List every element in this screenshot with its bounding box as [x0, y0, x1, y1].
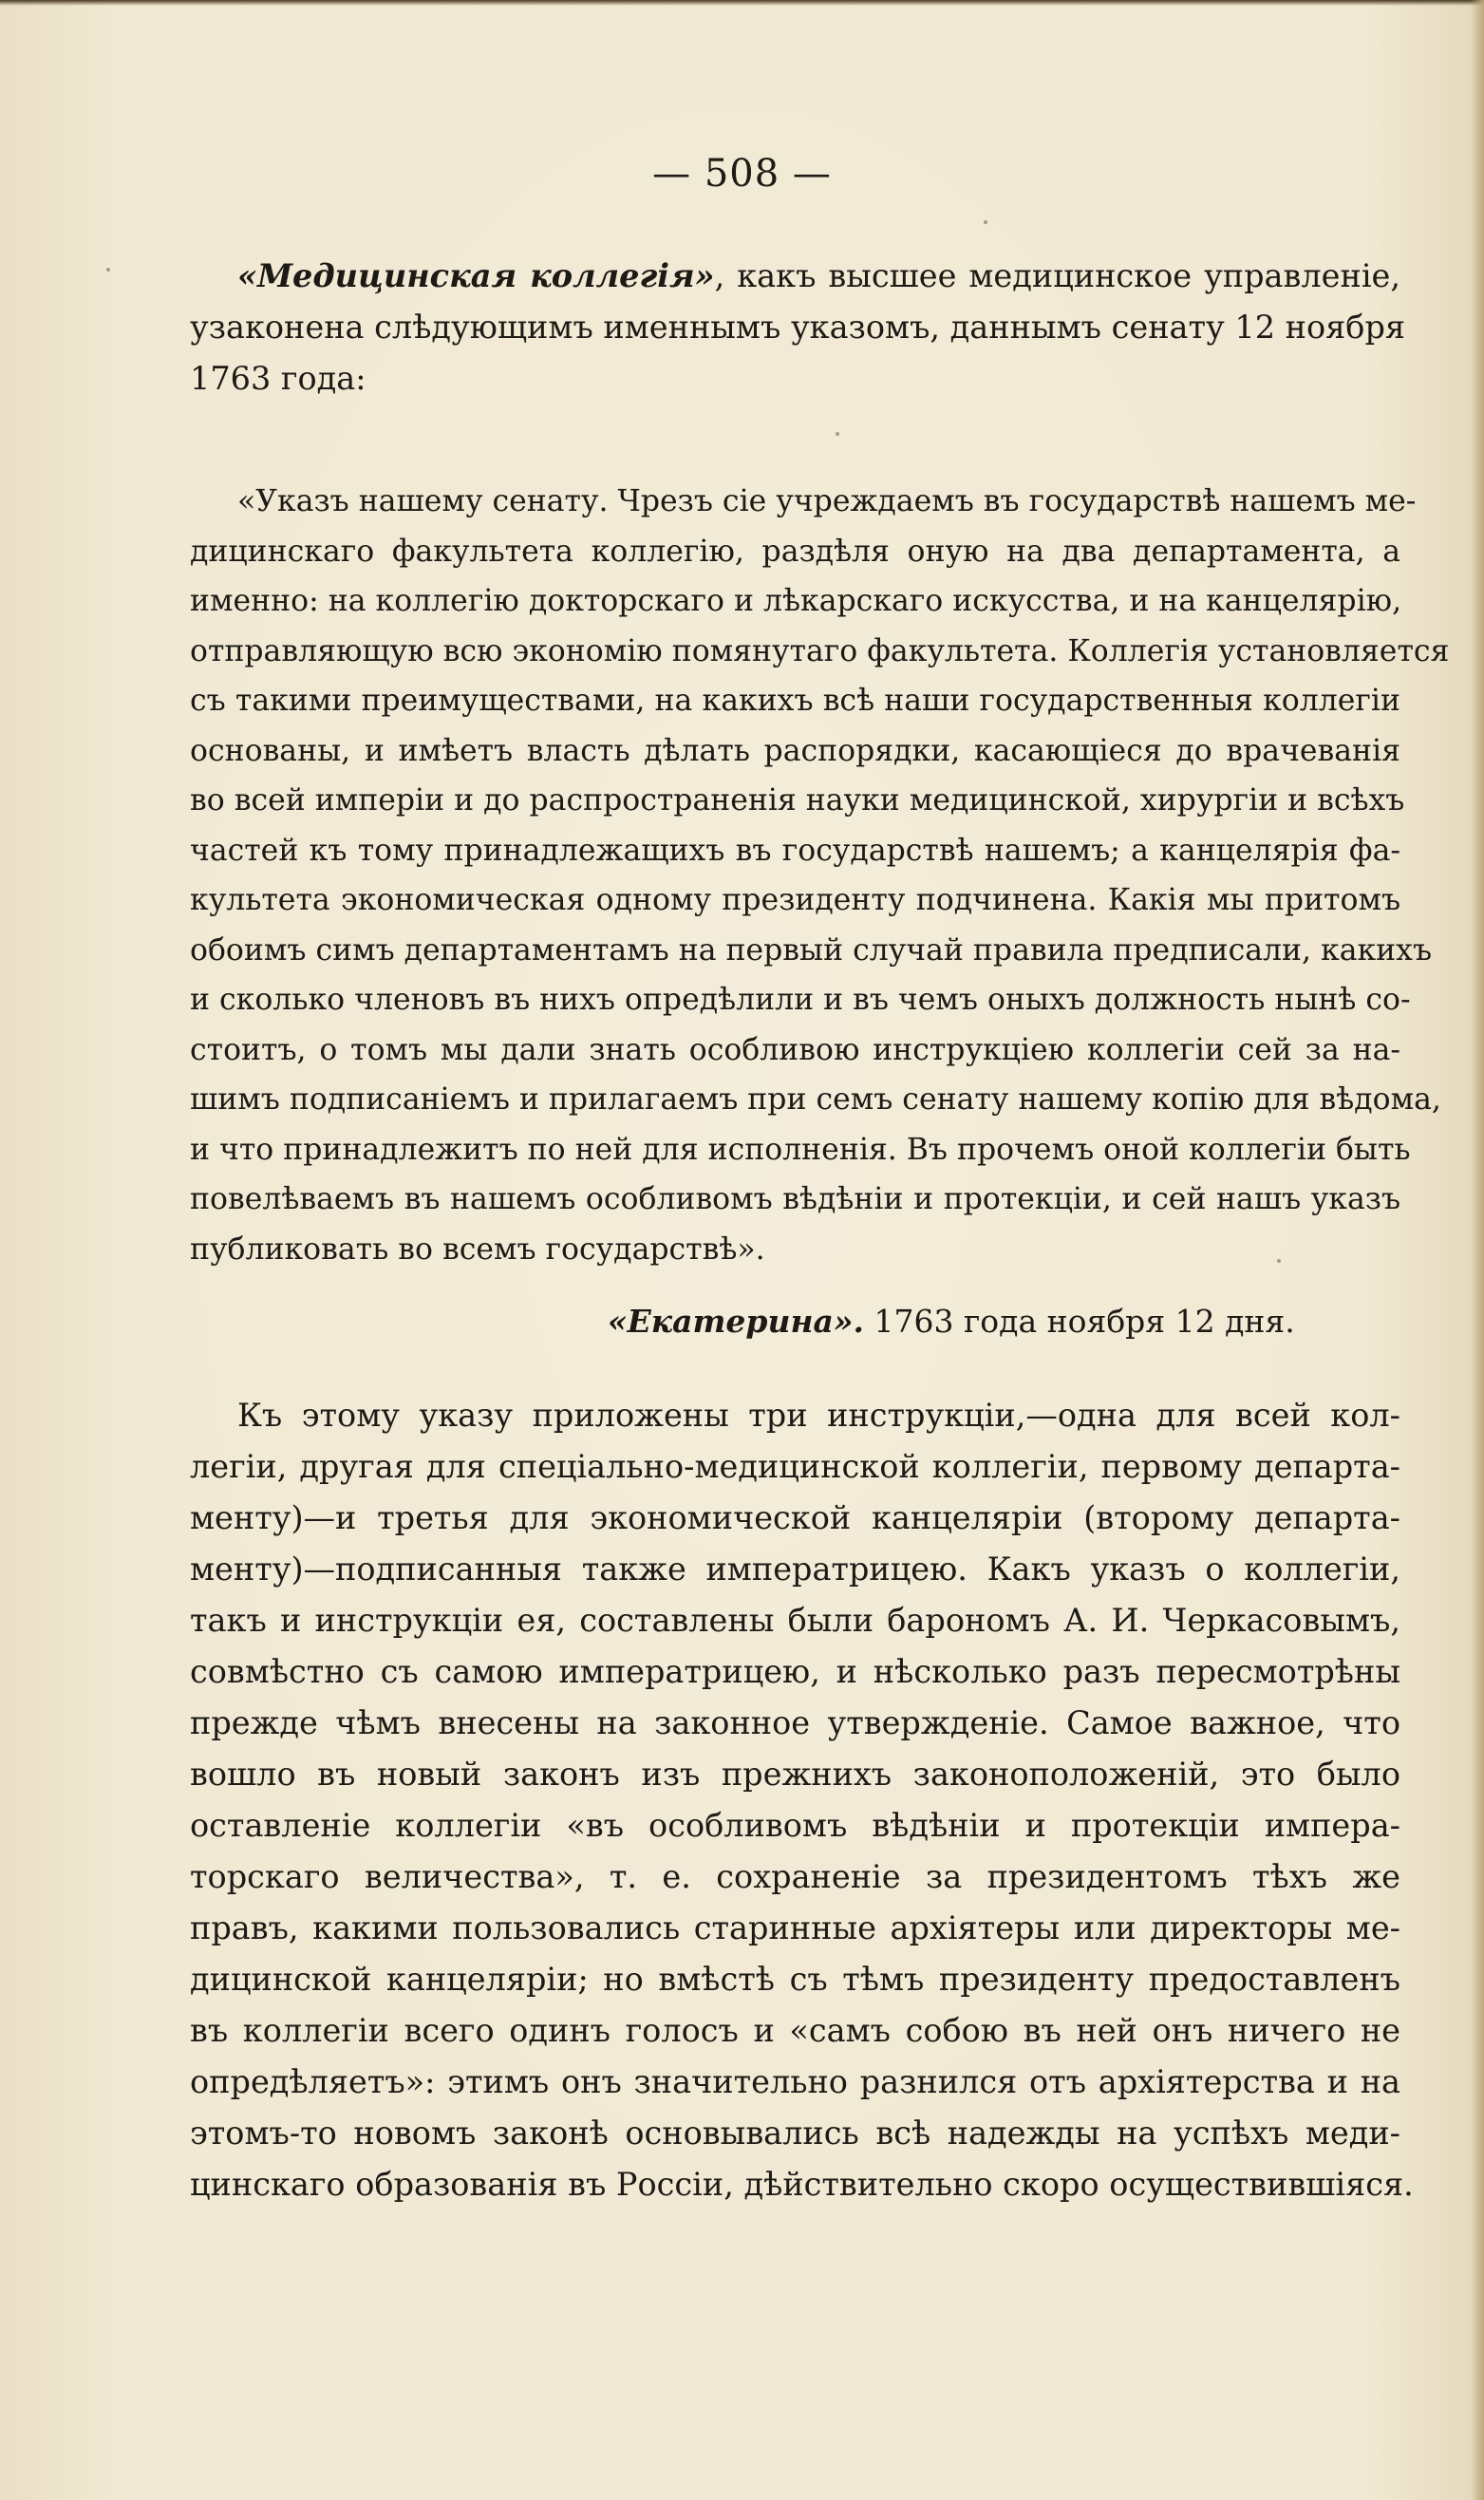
commentary-paragraph [190, 1390, 1414, 2210]
intro-line-text: , какъ высшее медицинское управленіе, [714, 257, 1401, 294]
decree-line: во всей имперіи и до распространенія науки медицинской, хирургіи и всѣхъ [190, 783, 1405, 818]
decree-line: повелѣваемъ въ нашемъ особливомъ вѣдѣніи и протекціи, и сей нашъ указъ [190, 1182, 1400, 1216]
commentary-line: дицинской канцеляріи; но вмѣстѣ съ тѣмъ президенту предоставленъ [190, 1961, 1400, 1998]
intro-line [190, 251, 1400, 302]
commentary-line: вошло въ новый законъ изъ прежнихъ законоположеній, это было [190, 1756, 1400, 1793]
decree-line: отправляющую всю экономію помянутаго факультета. Коллегія установляется [190, 633, 1450, 668]
commentary-line: такъ и инструкціи ея, составлены были барономъ А. И. Черкасовымъ, [190, 1602, 1400, 1639]
page-number: — 508 — [652, 152, 832, 196]
intro-line: узаконена слѣдующимъ именнымъ указомъ, даннымъ сенату 12 ноября [190, 309, 1406, 346]
commentary-line: совмѣстно съ самою императрицею, и нѣсколько разъ пересмотрѣны [190, 1653, 1400, 1690]
signature-date: 1763 года ноября 12 дня. [864, 1303, 1295, 1340]
commentary-line: прежде чѣмъ внесены на законное утвержденіе. Самое важное, что [190, 1704, 1400, 1741]
commentary-line: менту)—подписанныя также императрицею. Какъ указъ о коллегіи, [190, 1551, 1400, 1588]
decree-signature [608, 1298, 1295, 1345]
commentary-line: легіи, другая для спеціально-медицинской коллегіи, первому департа- [190, 1448, 1400, 1485]
decree-line: публиковать во всемъ государствѣ». [190, 1231, 765, 1267]
commentary-line: въ коллегіи всего одинъ голосъ и «самъ собою въ ней онъ ничего не [190, 2012, 1400, 2049]
decree-line: шимъ подписаніемъ и прилагаемъ при семъ сенату нашему копію для вѣдома, [190, 1082, 1441, 1117]
decree-line: обоимъ симъ департаментамъ на первый случай правила предписали, какихъ [190, 932, 1432, 968]
paper-speck [984, 220, 987, 224]
decree-line: культета экономическая одному президенту подчинена. Какія мы притомъ [190, 883, 1400, 917]
intro-lead-italic: «Медицинская коллегія» [237, 257, 715, 294]
commentary-line: менту)—и третья для экономической канцеляріи (второму департа- [190, 1499, 1400, 1536]
commentary-line: этомъ-то новомъ законѣ основывались всѣ надежды на успѣхъ меди- [190, 2115, 1400, 2152]
paper-speck [106, 268, 110, 272]
signature-name: «Екатерина». [608, 1303, 865, 1340]
page-right-edge [1471, 0, 1484, 2500]
paper-speck [1277, 1259, 1281, 1263]
decree-line: и что принадлежитъ по ней для исполненія. Въ прочемъ оной коллегіи быть [190, 1132, 1411, 1167]
commentary-line: торскаго величества», т. е. сохраненіе за президентомъ тѣхъ же [190, 1858, 1400, 1895]
commentary-line: оставленіе коллегіи «въ особливомъ вѣдѣніи и протекціи импера- [190, 1807, 1400, 1844]
decree-quote [190, 477, 1450, 1274]
commentary-line: Къ этому указу приложены три инструкціи,—одна для всей кол- [237, 1397, 1400, 1434]
decree-line: стоитъ, о томъ мы дали знать особливою инструкціею коллегіи сей за на- [190, 1032, 1400, 1067]
decree-line: именно: на коллегію докторскаго и лѣкарскаго искусства, и на канцелярію, [190, 584, 1402, 618]
decree-line: «Указъ нашему сенату. Чрезъ сіе учреждаемъ въ государствѣ нашемъ ме- [237, 484, 1417, 518]
intro-line: 1763 года: [190, 360, 366, 397]
commentary-line: правъ, какими пользовались старинные архіятеры или директоры ме- [190, 1909, 1400, 1946]
decree-line: основаны, и имѣетъ власть дѣлать распорядки, касающіеся до врачеванія [190, 733, 1400, 768]
decree-line: дицинскаго факультета коллегію, раздѣля оную на два департамента, а [190, 534, 1400, 569]
commentary-line: опредѣляетъ»: этимъ онъ значительно разнился отъ архіятерства и на [190, 2063, 1400, 2100]
paper-speck [836, 432, 839, 436]
decree-line: частей къ тому принадлежащихъ въ государствѣ нашемъ; а канцелярія фа- [190, 833, 1400, 868]
page-top-edge [0, 0, 1484, 6]
decree-line: съ такими преимуществами, на какихъ всѣ наши государственныя коллегіи [190, 684, 1400, 718]
intro-paragraph [190, 251, 1406, 404]
commentary-line: цинскаго образованія въ Россіи, дѣйствительно скоро осуществившіяся. [190, 2166, 1414, 2203]
decree-line: и сколько членовъ въ нихъ опредѣлили и въ чемъ оныхъ должность нынѣ со- [190, 983, 1411, 1017]
